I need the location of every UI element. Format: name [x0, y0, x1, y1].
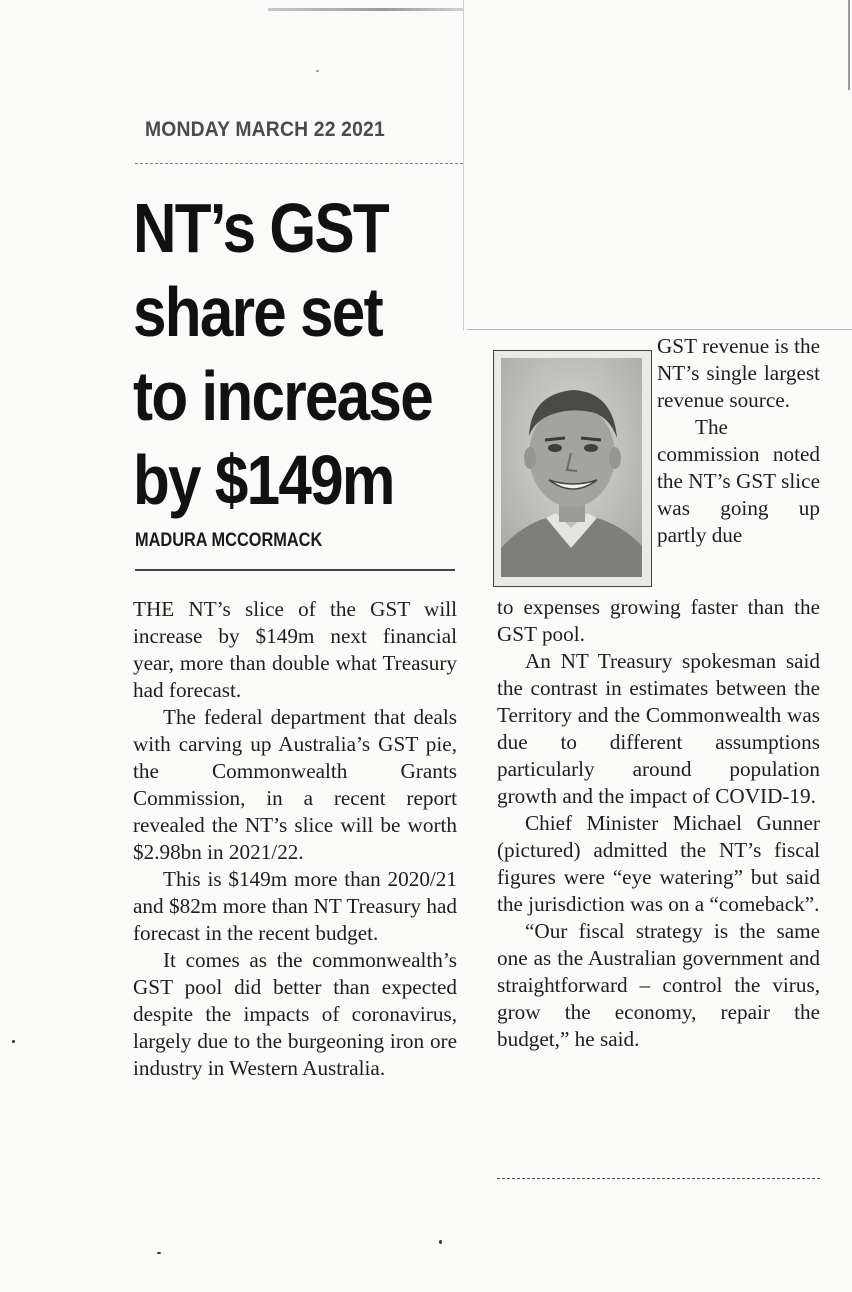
paragraph: Chief Minister Michael Gunner (pictured) admitted the NT’s fiscal figures were “eye watering” but said the jurisdiction was on a “comeback”.: [497, 811, 820, 916]
scan-speck: [316, 70, 319, 72]
paragraph: GST revenue is the NT’s single largest revenue source.: [657, 334, 820, 412]
scan-speck: [439, 1240, 442, 1244]
scan-edge: [848, 0, 850, 90]
scan-speck: [157, 1252, 161, 1254]
headline-line: NT’s GST: [133, 189, 388, 267]
portrait-photo: [493, 350, 652, 587]
paragraph: THE NT’s slice of the GST will increase by $149m next financial year, more than double what Treasury had forecast.: [133, 597, 457, 702]
paragraph: It comes as the commonwealth’s GST pool did better than expected despite the impacts of coronavirus, largely due to the burgeoning iron ore industry in Western Australia.: [133, 948, 457, 1080]
paragraph: “Our fiscal strategy is the same one as the Australian government and straightforward – control the virus, grow the economy, repair the budget,” he said.: [497, 919, 820, 1051]
paragraph: to expenses growing faster than the GST pool.: [497, 595, 820, 646]
scan-artifact-top: [268, 8, 463, 11]
headline-line: by $149m: [133, 441, 394, 519]
article-column-right-top: [657, 333, 820, 549]
publication-date: MONDAY MARCH 22 2021: [145, 118, 385, 141]
person-portrait-icon: [501, 358, 642, 577]
scan-speck: [12, 1040, 15, 1043]
article-end-rule: [497, 1178, 820, 1179]
headline: [133, 186, 432, 522]
headline-line: share set: [133, 273, 382, 351]
byline-divider: [135, 569, 455, 571]
article-column-right: [497, 594, 820, 1053]
paragraph: The federal department that deals with carving up Australia’s GST pie, the Commonwealth Grants Commission, in a recent report revealed the NT’s slice will be worth $2.98bn in 2021/22.: [133, 705, 457, 864]
headline-line: to increase: [133, 357, 432, 435]
clipping-edge: [463, 0, 464, 330]
column-top-rule: [467, 329, 852, 330]
portrait-image: [501, 358, 642, 577]
date-divider: [135, 163, 463, 165]
paragraph: An NT Treasury spokesman said the contrast in estimates between the Territory and the Commonwealth was due to different assumptions particularly around population growth and the impact of COVID-19.: [497, 649, 820, 808]
byline: MADURA MCCORMACK: [135, 530, 323, 551]
article-column-left: [133, 596, 457, 1082]
paragraph: This is $149m more than 2020/21 and $82m more than NT Treasury had forecast in the recent budget.: [133, 867, 457, 945]
paragraph: The commission noted the NT’s GST slice was going up partly due: [657, 415, 820, 547]
